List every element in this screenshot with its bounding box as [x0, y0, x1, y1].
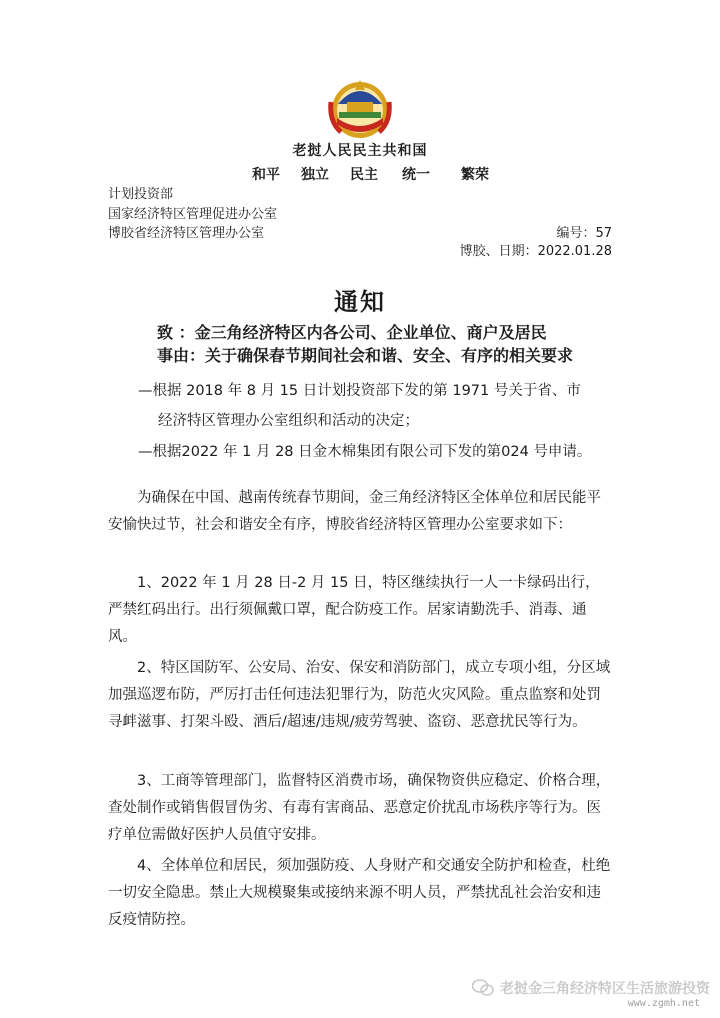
legal-basis-line: 经济特区管理办公室组织和活动的决定； [158, 413, 419, 429]
national-emblem-icon [325, 72, 395, 142]
document-date: 博胶、日期：2022.01.28 [459, 244, 612, 259]
requirement-item: 3、工商等管理部门，监督特区消费市场，确保物资供应稳定、价格合理，查处制作或销售假冒伪劣、有毒有害商品、恶意定价扰乱市场秩序等行为。医疗单位需做好医护人员值守安排。 [108, 773, 611, 843]
motto-word: 繁荣 [461, 167, 489, 183]
watermark-text: 老挝金三角经济特区生活旅游投资 [500, 981, 710, 997]
requirement-item: 2、特区国防军、公安局、治安、保安和消防部门，成立专项小组，分区域加强巡逻布防，严厉打击任何违法犯罪行为，防范火灾风险。重点监察和处罚寻衅滋事、打架斗殴、酒后/超速/违规/疲劳驾驶、盗窃、恶意扰民等行为。 [108, 660, 611, 730]
page-title: 通知 [334, 288, 386, 316]
document-number: 编号：57 [556, 226, 612, 241]
watermark-url: www.zgmh.net [627, 998, 700, 1009]
requirement-item: 4、全体单位和居民，须加强防疫、人身财产和交通安全防护和检查，杜绝一切安全隐患。禁止大规模聚集或接纳来源不明人员，严禁扰乱社会治安和违反疫情防控。 [108, 858, 611, 928]
issuer-line: 国家经济特区管理促进办公室 [108, 207, 278, 222]
legal-basis-line: —根据 2018 年 8 月 15 日计划投资部下发的第 1971 号关于省、市 [138, 383, 581, 399]
country-name: 老挝人民民主共和国 [292, 143, 428, 159]
issuer-line: 博胶省经济特区管理办公室 [108, 226, 265, 241]
recipients-line: 致 ：金三角经济特区内各公司、企业单位、商户及居民 [157, 323, 547, 342]
intro-paragraph: 为确保在中国、越南传统春节期间，金三角经济特区全体单位和居民能平安愉快过节，社会和谐安全有序，博胶省经济特区管理办公室要求如下： [108, 490, 601, 533]
subject-line: 事由：关于确保春节期间社会和谐、安全、有序的相关要求 [157, 346, 574, 365]
issuer-line: 计划投资部 [108, 187, 174, 202]
motto-word: 统一 [402, 167, 430, 183]
motto-word: 民主 [350, 167, 378, 183]
wechat-icon [472, 979, 494, 997]
motto-word: 和平 [252, 167, 280, 183]
requirement-item: 1、2022 年 1 月 28 日-2 月 15 日，特区继续执行一人一卡绿码出行，严禁红码出行。出行须佩戴口罩，配合防疫工作。居家请勤洗手、消毒、通风。 [108, 575, 600, 645]
watermark [472, 978, 710, 998]
legal-basis-line: —根据2022 年 1 月 28 日金木棉集团有限公司下发的第024 号申请。 [138, 444, 592, 460]
motto-word: 独立 [301, 167, 329, 183]
